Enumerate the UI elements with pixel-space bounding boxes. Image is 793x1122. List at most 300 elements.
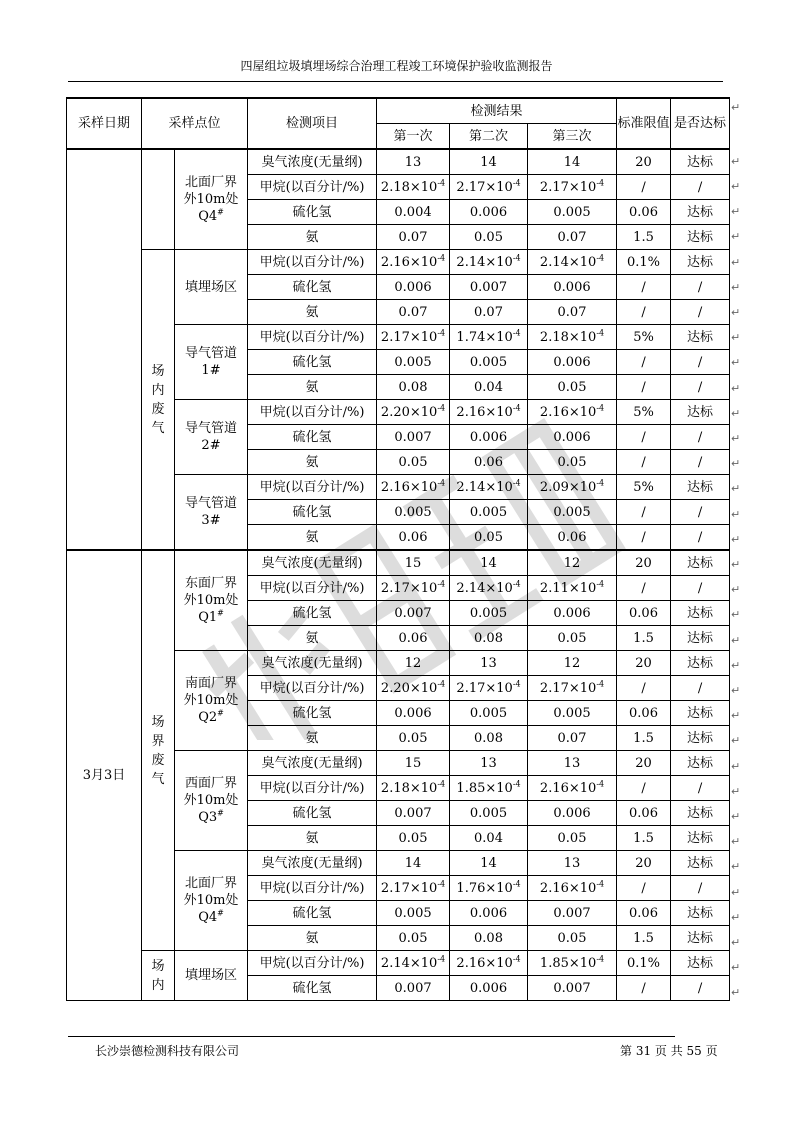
item-cell xyxy=(248,826,377,851)
superscript: -4 xyxy=(512,328,521,338)
standard-cell xyxy=(617,325,671,350)
result-2-text: 0.006 xyxy=(469,429,508,445)
result-1-text: 0.08 xyxy=(398,379,428,395)
result-3 xyxy=(528,826,617,851)
return-mark-icon: ↵ xyxy=(731,180,741,193)
result-3 xyxy=(528,576,617,601)
item-cell-text: 硫化氢 xyxy=(292,204,332,220)
point-pipe1-text: 导气管道1# xyxy=(185,346,238,378)
table-row xyxy=(67,149,730,175)
pass-cell-text: 达标 xyxy=(687,930,714,946)
superscript: -4 xyxy=(437,579,446,589)
result-1-text: 0.007 xyxy=(394,805,432,821)
item-cell xyxy=(248,525,377,551)
pass-cell-text: / xyxy=(697,504,703,520)
result-1 xyxy=(377,976,450,1001)
result-2-text: 0.05 xyxy=(474,529,503,545)
result-3 xyxy=(528,325,617,350)
result-3 xyxy=(528,500,617,525)
result-3-text: 0.006 xyxy=(553,429,591,445)
result-2-text: 1.74×10 xyxy=(456,329,513,345)
standard-cell-text: / xyxy=(641,304,646,320)
result-2 xyxy=(450,450,528,475)
result-2-text: 0.006 xyxy=(469,204,508,220)
superscript: -4 xyxy=(437,178,446,188)
result-2 xyxy=(450,475,528,500)
return-mark-icon: ↵ xyxy=(731,381,741,395)
head-third xyxy=(528,124,617,150)
result-1 xyxy=(377,175,450,200)
result-1-text: 0.05 xyxy=(398,930,428,946)
pass-cell-text: 达标 xyxy=(687,329,714,345)
standard-cell-text: / xyxy=(641,429,646,445)
pass-cell-text: 达标 xyxy=(687,830,714,846)
superscript: -4 xyxy=(512,879,521,889)
item-cell-text: 甲烷(以百分计/%) xyxy=(259,479,365,495)
pass-cell-text: 达标 xyxy=(687,630,714,646)
date-cell xyxy=(67,149,142,550)
result-1 xyxy=(377,375,450,400)
pass-cell xyxy=(671,776,730,801)
head-third-text: 第三次 xyxy=(552,128,592,144)
result-1-text: 2.18×10 xyxy=(380,780,438,796)
head-item-text: 检测项目 xyxy=(286,116,339,131)
pass-cell xyxy=(671,149,730,175)
result-3 xyxy=(528,400,617,425)
standard-cell-text: / xyxy=(641,980,646,996)
head-standard-text: 标准限值 xyxy=(617,116,670,131)
point-landfill xyxy=(175,250,248,325)
result-2 xyxy=(450,876,528,901)
head-standard xyxy=(617,98,671,149)
item-cell xyxy=(248,801,377,826)
result-3-text: 12 xyxy=(563,655,581,671)
standard-cell-text: 1.5 xyxy=(633,229,654,245)
standard-cell xyxy=(617,275,671,300)
item-cell xyxy=(248,175,377,200)
group-cell xyxy=(142,250,175,551)
item-cell-text: 氨 xyxy=(305,229,319,245)
pass-cell-text: 达标 xyxy=(687,555,714,571)
pass-cell-text: 达标 xyxy=(687,855,714,871)
point-east xyxy=(175,550,248,651)
result-3-text: 12 xyxy=(563,555,581,571)
item-cell xyxy=(248,325,377,350)
item-cell xyxy=(248,300,377,325)
pass-cell xyxy=(671,851,730,876)
return-mark-icon: ↵ xyxy=(731,961,741,975)
standard-cell-text: / xyxy=(641,680,646,696)
result-3-text: 0.05 xyxy=(557,379,587,395)
pass-cell-text: / xyxy=(697,354,703,370)
head-result-text: 检测结果 xyxy=(470,103,523,119)
pass-cell xyxy=(671,976,730,1001)
standard-cell-text: / xyxy=(641,780,646,796)
result-1 xyxy=(377,876,450,901)
point-north-a-text: 北面厂界外10m处Q4 xyxy=(183,175,239,224)
item-cell-text: 臭气浓度(无量纲) xyxy=(261,855,363,871)
head-item xyxy=(248,98,377,149)
result-1 xyxy=(377,751,450,776)
head-second xyxy=(450,124,528,150)
pass-cell xyxy=(671,626,730,651)
item-cell-text: 甲烷(以百分计/%) xyxy=(259,179,365,195)
standard-cell xyxy=(617,500,671,525)
return-mark-icon: ↵ xyxy=(731,709,741,723)
superscript: -4 xyxy=(512,954,521,964)
result-1-text: 0.005 xyxy=(394,354,432,370)
pass-cell xyxy=(671,676,730,701)
result-3-text: 0.05 xyxy=(557,454,587,470)
result-1 xyxy=(377,149,450,175)
item-cell-text: 氨 xyxy=(305,529,319,545)
result-1-text: 0.06 xyxy=(398,529,428,545)
pass-cell xyxy=(671,525,730,551)
item-cell-text: 甲烷(以百分计/%) xyxy=(259,780,365,796)
standard-cell xyxy=(617,976,671,1001)
superscript: -4 xyxy=(437,328,446,338)
superscript: # xyxy=(217,608,224,618)
superscript: -4 xyxy=(596,779,605,789)
item-cell xyxy=(248,475,377,500)
item-cell xyxy=(248,876,377,901)
item-cell xyxy=(248,926,377,951)
result-2-text: 1.76×10 xyxy=(456,880,513,896)
result-1 xyxy=(377,550,450,576)
pass-cell-text: 达标 xyxy=(687,655,714,671)
result-1-text: 0.005 xyxy=(394,905,432,921)
item-cell-text: 甲烷(以百分计/%) xyxy=(259,680,365,696)
pass-cell xyxy=(671,550,730,576)
item-cell xyxy=(248,751,377,776)
item-cell-text: 硫化氢 xyxy=(292,504,332,520)
result-3 xyxy=(528,149,617,175)
return-mark-icon: ↵ xyxy=(731,784,741,798)
pass-cell xyxy=(671,400,730,425)
standard-cell xyxy=(617,300,671,325)
point-west-text: 西面厂界外10m处Q3 xyxy=(183,776,239,825)
item-cell-text: 臭气浓度(无量纲) xyxy=(261,755,363,771)
item-cell-text: 氨 xyxy=(305,454,319,470)
standard-cell xyxy=(617,951,671,976)
point-landfill-b-text: 填埋场区 xyxy=(185,968,238,983)
standard-cell xyxy=(617,676,671,701)
return-mark-icon: ↵ xyxy=(731,608,741,622)
result-1-text: 2.16×10 xyxy=(380,254,438,270)
result-1 xyxy=(377,450,450,475)
superscript: # xyxy=(217,207,224,217)
result-3 xyxy=(528,876,617,901)
result-3 xyxy=(528,175,617,200)
standard-cell-text: 0.06 xyxy=(629,204,658,220)
pass-cell-text: / xyxy=(697,880,703,896)
standard-cell-text: 0.06 xyxy=(629,905,658,921)
item-cell xyxy=(248,701,377,726)
pass-cell xyxy=(671,225,730,250)
head-date-text: 采样日期 xyxy=(77,116,130,131)
item-cell-text: 臭气浓度(无量纲) xyxy=(261,655,363,671)
result-2 xyxy=(450,826,528,851)
table-row xyxy=(67,951,730,976)
standard-cell-text: 0.06 xyxy=(629,705,658,721)
superscript: -4 xyxy=(596,253,605,263)
item-cell-text: 氨 xyxy=(305,304,319,320)
result-2-text: 0.005 xyxy=(469,504,508,520)
pass-cell-text: / xyxy=(697,454,703,470)
result-2-text: 0.04 xyxy=(474,830,503,846)
point-west xyxy=(175,751,248,851)
result-2 xyxy=(450,676,528,701)
result-3-text: 2.16×10 xyxy=(539,880,597,896)
return-mark-icon: ↵ xyxy=(731,658,741,672)
standard-cell xyxy=(617,776,671,801)
superscript: -4 xyxy=(596,178,605,188)
result-3 xyxy=(528,901,617,926)
result-3 xyxy=(528,851,617,876)
item-cell-text: 硫化氢 xyxy=(292,705,332,721)
return-mark-icon: ↵ xyxy=(731,910,741,924)
result-1-text: 0.005 xyxy=(394,504,432,520)
result-3 xyxy=(528,726,617,751)
result-1 xyxy=(377,601,450,626)
result-2 xyxy=(450,325,528,350)
result-2 xyxy=(450,801,528,826)
result-3 xyxy=(528,951,617,976)
result-2-text: 0.005 xyxy=(469,805,508,821)
standard-cell xyxy=(617,375,671,400)
result-3-text: 13 xyxy=(563,755,581,771)
standard-cell xyxy=(617,350,671,375)
item-cell xyxy=(248,400,377,425)
result-3-text: 2.17×10 xyxy=(539,680,597,696)
standard-cell-text: / xyxy=(641,279,646,295)
standard-cell xyxy=(617,400,671,425)
standard-cell-text: 5% xyxy=(633,479,654,495)
head-first xyxy=(377,124,450,150)
item-cell xyxy=(248,149,377,175)
pass-cell xyxy=(671,826,730,851)
standard-cell xyxy=(617,576,671,601)
standard-cell xyxy=(617,425,671,450)
result-1 xyxy=(377,576,450,601)
result-3 xyxy=(528,375,617,400)
return-mark-icon: ↵ xyxy=(731,457,741,471)
return-mark-icon: ↵ xyxy=(731,684,741,697)
superscript: -4 xyxy=(437,779,446,789)
item-cell xyxy=(248,776,377,801)
result-1 xyxy=(377,826,450,851)
result-3-text: 2.16×10 xyxy=(539,780,597,796)
point-east-text: 东面厂界外10m处Q1 xyxy=(183,576,239,625)
result-3-text: 2.16×10 xyxy=(539,404,597,420)
result-1 xyxy=(377,801,450,826)
item-cell xyxy=(248,726,377,751)
result-3-text: 0.005 xyxy=(553,705,591,721)
result-2-text: 0.05 xyxy=(474,229,503,245)
result-3-text: 2.18×10 xyxy=(539,329,597,345)
result-2 xyxy=(450,651,528,676)
standard-cell-text: 5% xyxy=(633,329,654,345)
return-mark-icon: ↵ xyxy=(731,205,741,219)
result-1 xyxy=(377,475,450,500)
point-pipe2-text: 导气管道2# xyxy=(185,421,238,453)
return-mark-icon: ↵ xyxy=(731,734,741,748)
standard-cell-text: 1.5 xyxy=(633,730,654,746)
standard-cell xyxy=(617,901,671,926)
pass-cell-text: 达标 xyxy=(687,705,714,721)
superscript: # xyxy=(217,708,224,718)
standard-cell xyxy=(617,826,671,851)
result-1-text: 0.006 xyxy=(394,279,432,295)
item-cell-text: 氨 xyxy=(305,379,319,395)
item-cell xyxy=(248,651,377,676)
pass-cell xyxy=(671,751,730,776)
standard-cell xyxy=(617,726,671,751)
pass-cell xyxy=(671,375,730,400)
pass-cell-text: / xyxy=(697,529,703,545)
item-cell-text: 硫化氢 xyxy=(292,279,332,295)
result-2 xyxy=(450,701,528,726)
group-cell xyxy=(142,951,175,1001)
item-cell-text: 硫化氢 xyxy=(292,354,332,370)
result-2-text: 0.006 xyxy=(469,905,508,921)
result-1 xyxy=(377,300,450,325)
result-2-text: 2.17×10 xyxy=(456,680,513,696)
pass-cell-text: 达标 xyxy=(687,955,714,971)
item-cell-text: 硫化氢 xyxy=(292,429,332,445)
result-1-text: 12 xyxy=(404,655,422,671)
result-2 xyxy=(450,225,528,250)
return-mark-icon: ↵ xyxy=(731,835,741,849)
date-cell-text: 3月3日 xyxy=(82,768,126,783)
superscript: -4 xyxy=(596,478,605,488)
standard-cell-text: 20 xyxy=(635,755,652,771)
result-2 xyxy=(450,601,528,626)
result-3 xyxy=(528,651,617,676)
standard-cell xyxy=(617,751,671,776)
item-cell xyxy=(248,676,377,701)
result-2-text: 13 xyxy=(480,655,497,671)
pass-cell xyxy=(671,801,730,826)
pass-cell-text: / xyxy=(697,980,703,996)
table-row xyxy=(67,550,730,576)
result-2 xyxy=(450,726,528,751)
superscript: # xyxy=(217,908,224,918)
result-1-text: 2.20×10 xyxy=(380,680,438,696)
result-2 xyxy=(450,751,528,776)
superscript: -4 xyxy=(437,253,446,263)
result-2-text: 0.07 xyxy=(474,304,503,320)
superscript: -4 xyxy=(596,579,605,589)
standard-cell xyxy=(617,550,671,576)
return-mark-icon: ↵ xyxy=(731,432,741,445)
result-2-text: 2.16×10 xyxy=(456,955,513,971)
footer-page-number: 第 31 页 共 55 页 xyxy=(620,1044,718,1058)
result-2 xyxy=(450,626,528,651)
item-cell-text: 氨 xyxy=(305,830,319,846)
pass-cell-text: 达标 xyxy=(687,605,714,621)
return-mark-icon: ↵ xyxy=(731,633,741,647)
result-3-text: 2.09×10 xyxy=(539,479,597,495)
item-cell-text: 硫化氢 xyxy=(292,605,332,621)
pass-cell-text: 达标 xyxy=(687,154,714,170)
result-1 xyxy=(377,701,450,726)
result-2-text: 1.85×10 xyxy=(456,780,513,796)
result-3-text: 0.07 xyxy=(557,730,587,746)
result-3 xyxy=(528,926,617,951)
result-3 xyxy=(528,776,617,801)
result-3 xyxy=(528,300,617,325)
result-2 xyxy=(450,776,528,801)
result-2-text: 2.14×10 xyxy=(456,254,513,270)
result-3 xyxy=(528,475,617,500)
standard-cell-text: / xyxy=(641,379,646,395)
result-2 xyxy=(450,375,528,400)
return-mark-icon: ↵ xyxy=(731,558,741,571)
group-cell xyxy=(142,550,175,951)
standard-cell xyxy=(617,175,671,200)
result-1 xyxy=(377,500,450,525)
standard-cell xyxy=(617,701,671,726)
pass-cell-text: 达标 xyxy=(687,229,714,245)
result-1-text: 15 xyxy=(404,555,422,571)
result-1-text: 2.18×10 xyxy=(380,179,438,195)
result-1-text: 0.004 xyxy=(394,204,432,220)
result-3-text: 0.06 xyxy=(557,529,587,545)
result-1 xyxy=(377,200,450,225)
pass-cell xyxy=(671,175,730,200)
point-pipe3 xyxy=(175,475,248,551)
result-2 xyxy=(450,926,528,951)
result-2-text: 0.04 xyxy=(474,379,503,395)
pass-cell-text: 达标 xyxy=(687,805,714,821)
superscript: -4 xyxy=(512,478,521,488)
standard-cell-text: 20 xyxy=(635,655,652,671)
superscript: -4 xyxy=(596,679,605,689)
pass-cell xyxy=(671,726,730,751)
return-mark-icon: ↵ xyxy=(731,507,741,521)
result-2 xyxy=(450,175,528,200)
standard-cell xyxy=(617,876,671,901)
result-3 xyxy=(528,676,617,701)
pass-cell xyxy=(671,651,730,676)
item-cell xyxy=(248,626,377,651)
pass-cell-text: / xyxy=(697,304,703,320)
result-2-text: 0.006 xyxy=(469,980,508,996)
result-1-text: 13 xyxy=(404,154,422,170)
pass-cell-text: / xyxy=(697,379,703,395)
superscript: # xyxy=(217,808,224,818)
item-cell-text: 甲烷(以百分计/%) xyxy=(259,329,365,345)
result-3-text: 0.05 xyxy=(557,930,587,946)
standard-cell-text: / xyxy=(641,454,646,470)
result-1 xyxy=(377,350,450,375)
result-2-text: 0.007 xyxy=(469,279,508,295)
pass-cell xyxy=(671,450,730,475)
result-1 xyxy=(377,776,450,801)
pass-cell xyxy=(671,475,730,500)
item-cell-text: 氨 xyxy=(305,730,319,746)
return-mark-icon: ↵ xyxy=(731,482,741,496)
item-cell xyxy=(248,576,377,601)
standard-cell xyxy=(617,651,671,676)
result-3 xyxy=(528,701,617,726)
result-1-text: 0.07 xyxy=(398,229,428,245)
result-1 xyxy=(377,525,450,551)
return-mark-icon: ↵ xyxy=(731,885,741,899)
superscript: -4 xyxy=(437,403,446,413)
page-header-title: 四屋组垃圾填埋场综合治理工程竣工环境保护验收监测报告 xyxy=(240,59,553,73)
